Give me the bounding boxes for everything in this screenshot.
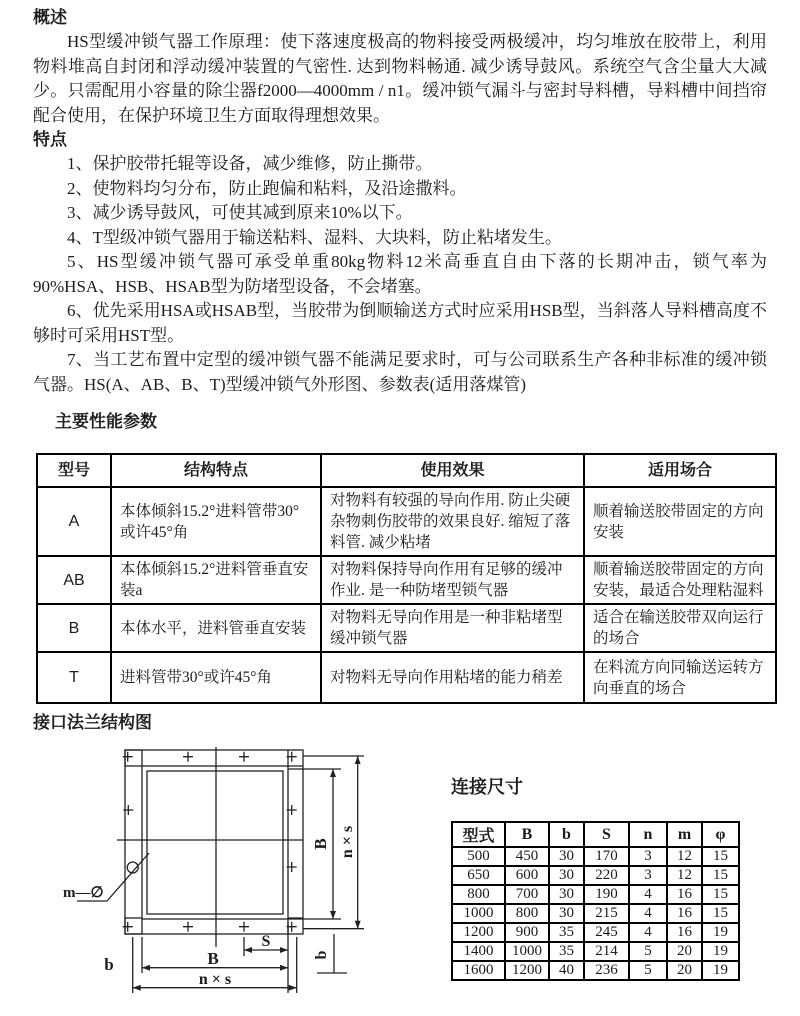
table-cell: 16 xyxy=(667,923,702,942)
dim-label-B-right: B xyxy=(311,838,330,850)
table-row xyxy=(37,556,776,604)
table-cell: 30 xyxy=(549,885,584,904)
table-row xyxy=(37,487,776,556)
flange-opening-outer xyxy=(142,766,288,919)
table-cell: 4 xyxy=(629,923,667,942)
table-cell: 19 xyxy=(702,942,739,961)
table-cell: 1200 xyxy=(452,923,505,942)
table-cell: 对物料无导向作用是一种非粘堵型缓冲锁气器 xyxy=(321,604,584,652)
table-cell: 800 xyxy=(505,904,549,923)
table-cell: A xyxy=(37,487,111,556)
header-cell: φ xyxy=(702,822,739,847)
table-cell: 对物料无导向作用粘堵的能力稍差 xyxy=(321,652,584,703)
table-row xyxy=(452,942,739,961)
table-cell: 19 xyxy=(702,961,739,980)
feature-item: 2、使物料均匀分布，防止跑偏和粘料，及沿途撒料。 xyxy=(67,178,467,198)
dim-label-b-right: b xyxy=(313,950,330,960)
table-row xyxy=(452,961,739,980)
table-cell: 220 xyxy=(584,866,629,885)
table-cell: 700 xyxy=(505,885,549,904)
table-cell: 5 xyxy=(629,942,667,961)
feature-item: 3、减少诱导鼓风，可使其减到原来10%以下。 xyxy=(67,203,413,222)
flange-outer-outline xyxy=(125,750,303,934)
dim-label-b-left: b xyxy=(104,955,114,974)
table-cell: 在料流方向同输送运转方向垂直的场合 xyxy=(584,652,776,703)
header-cell-structure: 结构特点 xyxy=(111,454,321,487)
table-cell: 1400 xyxy=(452,942,505,961)
table-cell: 500 xyxy=(452,847,505,866)
hole-spec-label: m—∅ xyxy=(63,885,104,901)
corner-plate-top-right xyxy=(288,750,303,766)
feature-item: 7、当工艺布置中定型的缓冲锁气器不能满足要求时，可与公司联系生产各种非标准的缓冲锁气器。HS(A、AB、B、T)型缓冲锁气外形图、参数表(适用落煤管) xyxy=(33,350,767,394)
table-cell: AB xyxy=(37,556,111,604)
table-cell: 1000 xyxy=(452,904,505,923)
header-cell: B xyxy=(505,822,549,847)
table-cell: 12 xyxy=(667,866,702,885)
table-row xyxy=(37,652,776,703)
table-cell: 800 xyxy=(452,885,505,904)
table-row xyxy=(452,923,739,942)
table-cell: 900 xyxy=(505,923,549,942)
table-cell: 适合在输送胶带双向运行的场合 xyxy=(584,604,776,652)
corner-plate-bottom-right xyxy=(288,918,303,934)
table-cell: 本体倾斜15.2°进料管垂直安装a xyxy=(111,556,321,604)
bottom-section xyxy=(33,735,767,1016)
header-cell-effect: 使用效果 xyxy=(321,454,584,487)
header-cell-model: 型号 xyxy=(37,454,111,487)
table-cell: T xyxy=(37,652,111,703)
table-header-row xyxy=(37,454,776,487)
params-heading: 主要性能参数 xyxy=(55,412,157,431)
table-cell: 15 xyxy=(702,885,739,904)
table-cell: B xyxy=(37,604,111,652)
features-heading: 特点 xyxy=(33,130,67,149)
table-cell: 4 xyxy=(629,885,667,904)
table-row xyxy=(452,847,739,866)
performance-table xyxy=(36,453,777,704)
table-cell: 20 xyxy=(667,942,702,961)
dims-heading: 连接尺寸 xyxy=(451,777,523,797)
feature-item: 6、优先采用HSA或HSAB型，当胶带为倒顺输送方式时应采用HSB型，当斜落人导料槽高度不够时可采用HST型。 xyxy=(33,301,767,345)
feature-item: 4、T型级冲锁气器用于输送粘料、湿料、大块料，防止粘堵发生。 xyxy=(67,227,562,247)
header-cell: m xyxy=(667,822,702,847)
table-cell: 245 xyxy=(584,923,629,942)
table-cell: 214 xyxy=(584,942,629,961)
table-cell: 40 xyxy=(549,961,584,980)
table-cell: 650 xyxy=(452,866,505,885)
table-cell: 15 xyxy=(702,904,739,923)
overview-paragraph: HS型缓冲锁气器工作原理：使下落速度极高的物料接受两极缓冲，均匀堆放在胶带上，利用物料堆高自封闭和浮动缓冲装置的气密性. 达到物料畅通. 减少诱导鼓风。系统空气含尘量大大减少。只需配用小容量的除尘器f2000—4000mm / n1。缓冲锁气漏斗与密封导料槽，导料槽中间挡帘配合使用，在保护环境卫生方面取得理想效果。 xyxy=(33,32,767,125)
table-cell: 15 xyxy=(702,866,739,885)
bolt-hole-crosses xyxy=(123,752,297,932)
table-cell: 12 xyxy=(667,847,702,866)
table-cell: 600 xyxy=(505,866,549,885)
table-cell: 顺着输送胶带固定的方向安装，最适合处理粘湿料 xyxy=(584,556,776,604)
dimensions-table xyxy=(451,821,740,981)
table-cell: 236 xyxy=(584,961,629,980)
table-cell: 30 xyxy=(549,847,584,866)
table-cell: 4 xyxy=(629,904,667,923)
table-cell: 450 xyxy=(505,847,549,866)
dim-label-nxs-bottom: n × s xyxy=(198,971,232,988)
table-cell: 本体水平，进料管垂直安装 xyxy=(111,604,321,652)
dimensions-column xyxy=(451,775,740,981)
table-cell: 35 xyxy=(549,942,584,961)
table-cell: 3 xyxy=(629,866,667,885)
table-cell: 1600 xyxy=(452,961,505,980)
table-cell: 5 xyxy=(629,961,667,980)
header-cell: n xyxy=(629,822,667,847)
dim-label-B-bottom: B xyxy=(207,949,219,968)
header-cell: S xyxy=(584,822,629,847)
header-cell: b xyxy=(549,822,584,847)
header-cell: 型式 xyxy=(452,822,505,847)
flange-diagram xyxy=(55,741,405,1011)
flange-diagram-wrap xyxy=(55,741,405,1016)
table-header-row xyxy=(452,822,739,847)
table-cell: 30 xyxy=(549,904,584,923)
table-cell: 顺着输送胶带固定的方向安装 xyxy=(584,487,776,556)
flange-opening-inner xyxy=(147,771,283,914)
dim-label-S-bottom: S xyxy=(261,933,271,950)
table-cell: 16 xyxy=(667,904,702,923)
overview-heading: 概述 xyxy=(33,8,67,27)
header-cell-application: 适用场合 xyxy=(584,454,776,487)
table-cell: 19 xyxy=(702,923,739,942)
table-row xyxy=(452,904,739,923)
table-cell: 215 xyxy=(584,904,629,923)
flange-heading: 接口法兰结构图 xyxy=(33,713,152,732)
table-cell: 170 xyxy=(584,847,629,866)
table-cell: 30 xyxy=(549,866,584,885)
table-cell: 1000 xyxy=(505,942,549,961)
table-row xyxy=(37,604,776,652)
feature-item: 1、保护胶带托辊等设备，减少维修，防止撕带。 xyxy=(67,154,433,173)
feature-item: 5、HS型缓冲锁气器可承受单重80kg物料12米高垂直自由下落的长期冲击，锁气率为90%HSA、HSB、HSAB型为防堵型设备，不会堵塞。 xyxy=(33,252,767,296)
table-cell: 16 xyxy=(667,885,702,904)
table-row xyxy=(452,866,739,885)
table-cell: 对物料有较强的导向作用. 防止尖硬杂物刺伤胶带的效果良好. 缩短了落料管. 减少粘堵 xyxy=(321,487,584,556)
table-cell: 20 xyxy=(667,961,702,980)
table-cell: 对物料保持导向作用有足够的缓冲作业. 是一种防堵型锁气器 xyxy=(321,556,584,604)
table-cell: 1200 xyxy=(505,961,549,980)
table-cell: 15 xyxy=(702,847,739,866)
table-cell: 35 xyxy=(549,923,584,942)
dim-label-nxs-right: n × s xyxy=(339,825,356,859)
table-cell: 进料管带30°或许45°角 xyxy=(111,652,321,703)
table-cell: 本体倾斜15.2°进料管带30°或许45°角 xyxy=(111,487,321,556)
table-row xyxy=(452,885,739,904)
table-cell: 190 xyxy=(584,885,629,904)
table-cell: 3 xyxy=(629,847,667,866)
